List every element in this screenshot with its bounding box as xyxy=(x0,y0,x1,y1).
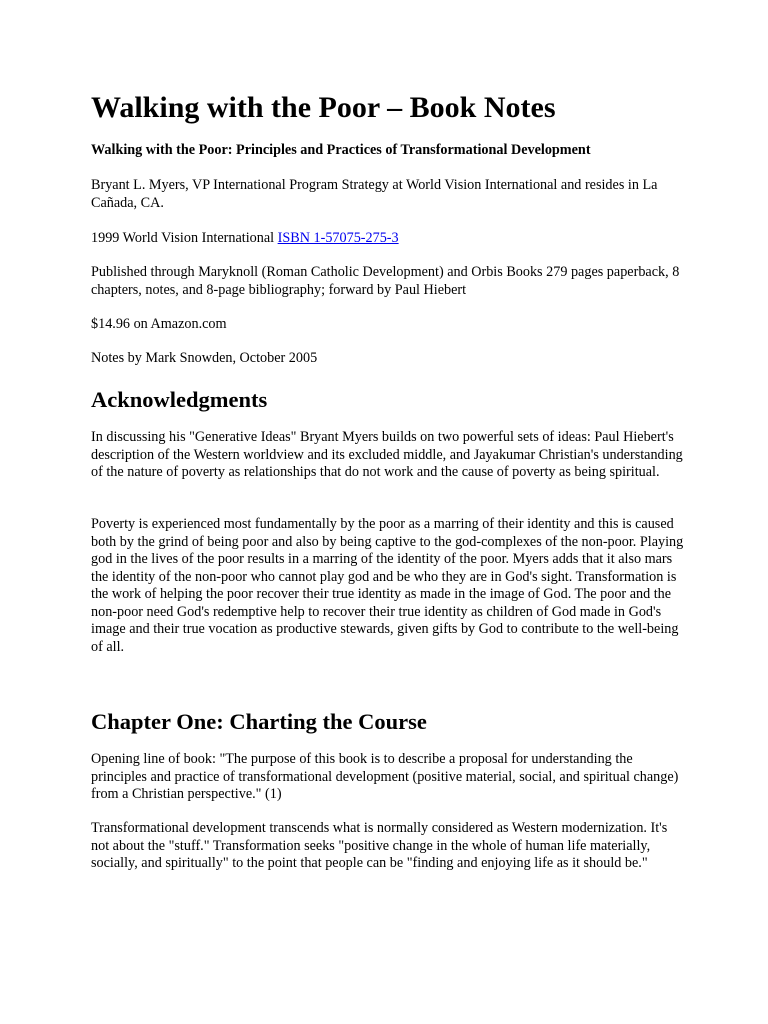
published-line: Published through Maryknoll (Roman Catholic Development) and Orbis Books 279 pages paperback, 8 chapters, notes, and 8-page bibliography; forward by Paul Hiebert xyxy=(91,264,680,298)
publication-prefix: 1999 World Vision International xyxy=(91,230,278,246)
acknowledgments-heading: Acknowledgments xyxy=(91,387,268,412)
author-line: Bryant L. Myers, VP International Program Strategy at World Vision International and resides in La Cañada, CA. xyxy=(91,177,658,211)
isbn-link[interactable]: ISBN 1-57075-275-3 xyxy=(277,230,399,246)
book-subtitle: Walking with the Poor: Principles and Practices of Transformational Development xyxy=(91,142,591,158)
chapter-one-paragraph-1: Opening line of book: "The purpose of this book is to describe a proposal for understanding the principles and practice of transformational development (positive material, social, and spiritual change) from a Christian perspective." (1) xyxy=(91,751,679,802)
acknowledgments-paragraph-1: In discussing his "Generative Ideas" Bryant Myers builds on two powerful sets of ideas: Paul Hiebert's description of the Western worldview and its excluded middle, and Jayakumar Christian's understanding of the nature of poverty as relationships that do not work and the cause of poverty as being spiritual. xyxy=(91,429,683,480)
acknowledgments-paragraph-2: Poverty is experienced most fundamentally by the poor as a marring of their identity and this is caused both by the grind of being poor and also by being captive to the god-complexes of the non-poor. Playing god in the lives of the poor results in a marring of the identity of the poor. Myers adds that it also mars the identity of the non-poor who cannot play god and be who they are in God's sight. Transformation is the work of helping the poor recover their true identity as made in the image of God. The poor and the non-poor need God's redemptive help to recover their true identity as children of God made in God's image and their true vocation as productive stewards, given gifts by God to contribute to the well-being of all. xyxy=(91,516,684,655)
price-line: $14.96 on Amazon.com xyxy=(91,316,227,332)
chapter-one-paragraph-2: Transformational development transcends what is normally considered as Western modernization. It's not about the "stuff." Transformation seeks "positive change in the whole of human life materially, socially, and spiritually" to the point that people can be "finding and enjoying life as it should be." xyxy=(91,820,668,871)
notes-line: Notes by Mark Snowden, October 2005 xyxy=(91,350,318,366)
publication-line xyxy=(91,230,687,248)
page-title: Walking with the Poor – Book Notes xyxy=(91,91,556,124)
chapter-one-heading: Chapter One: Charting the Course xyxy=(91,709,427,734)
